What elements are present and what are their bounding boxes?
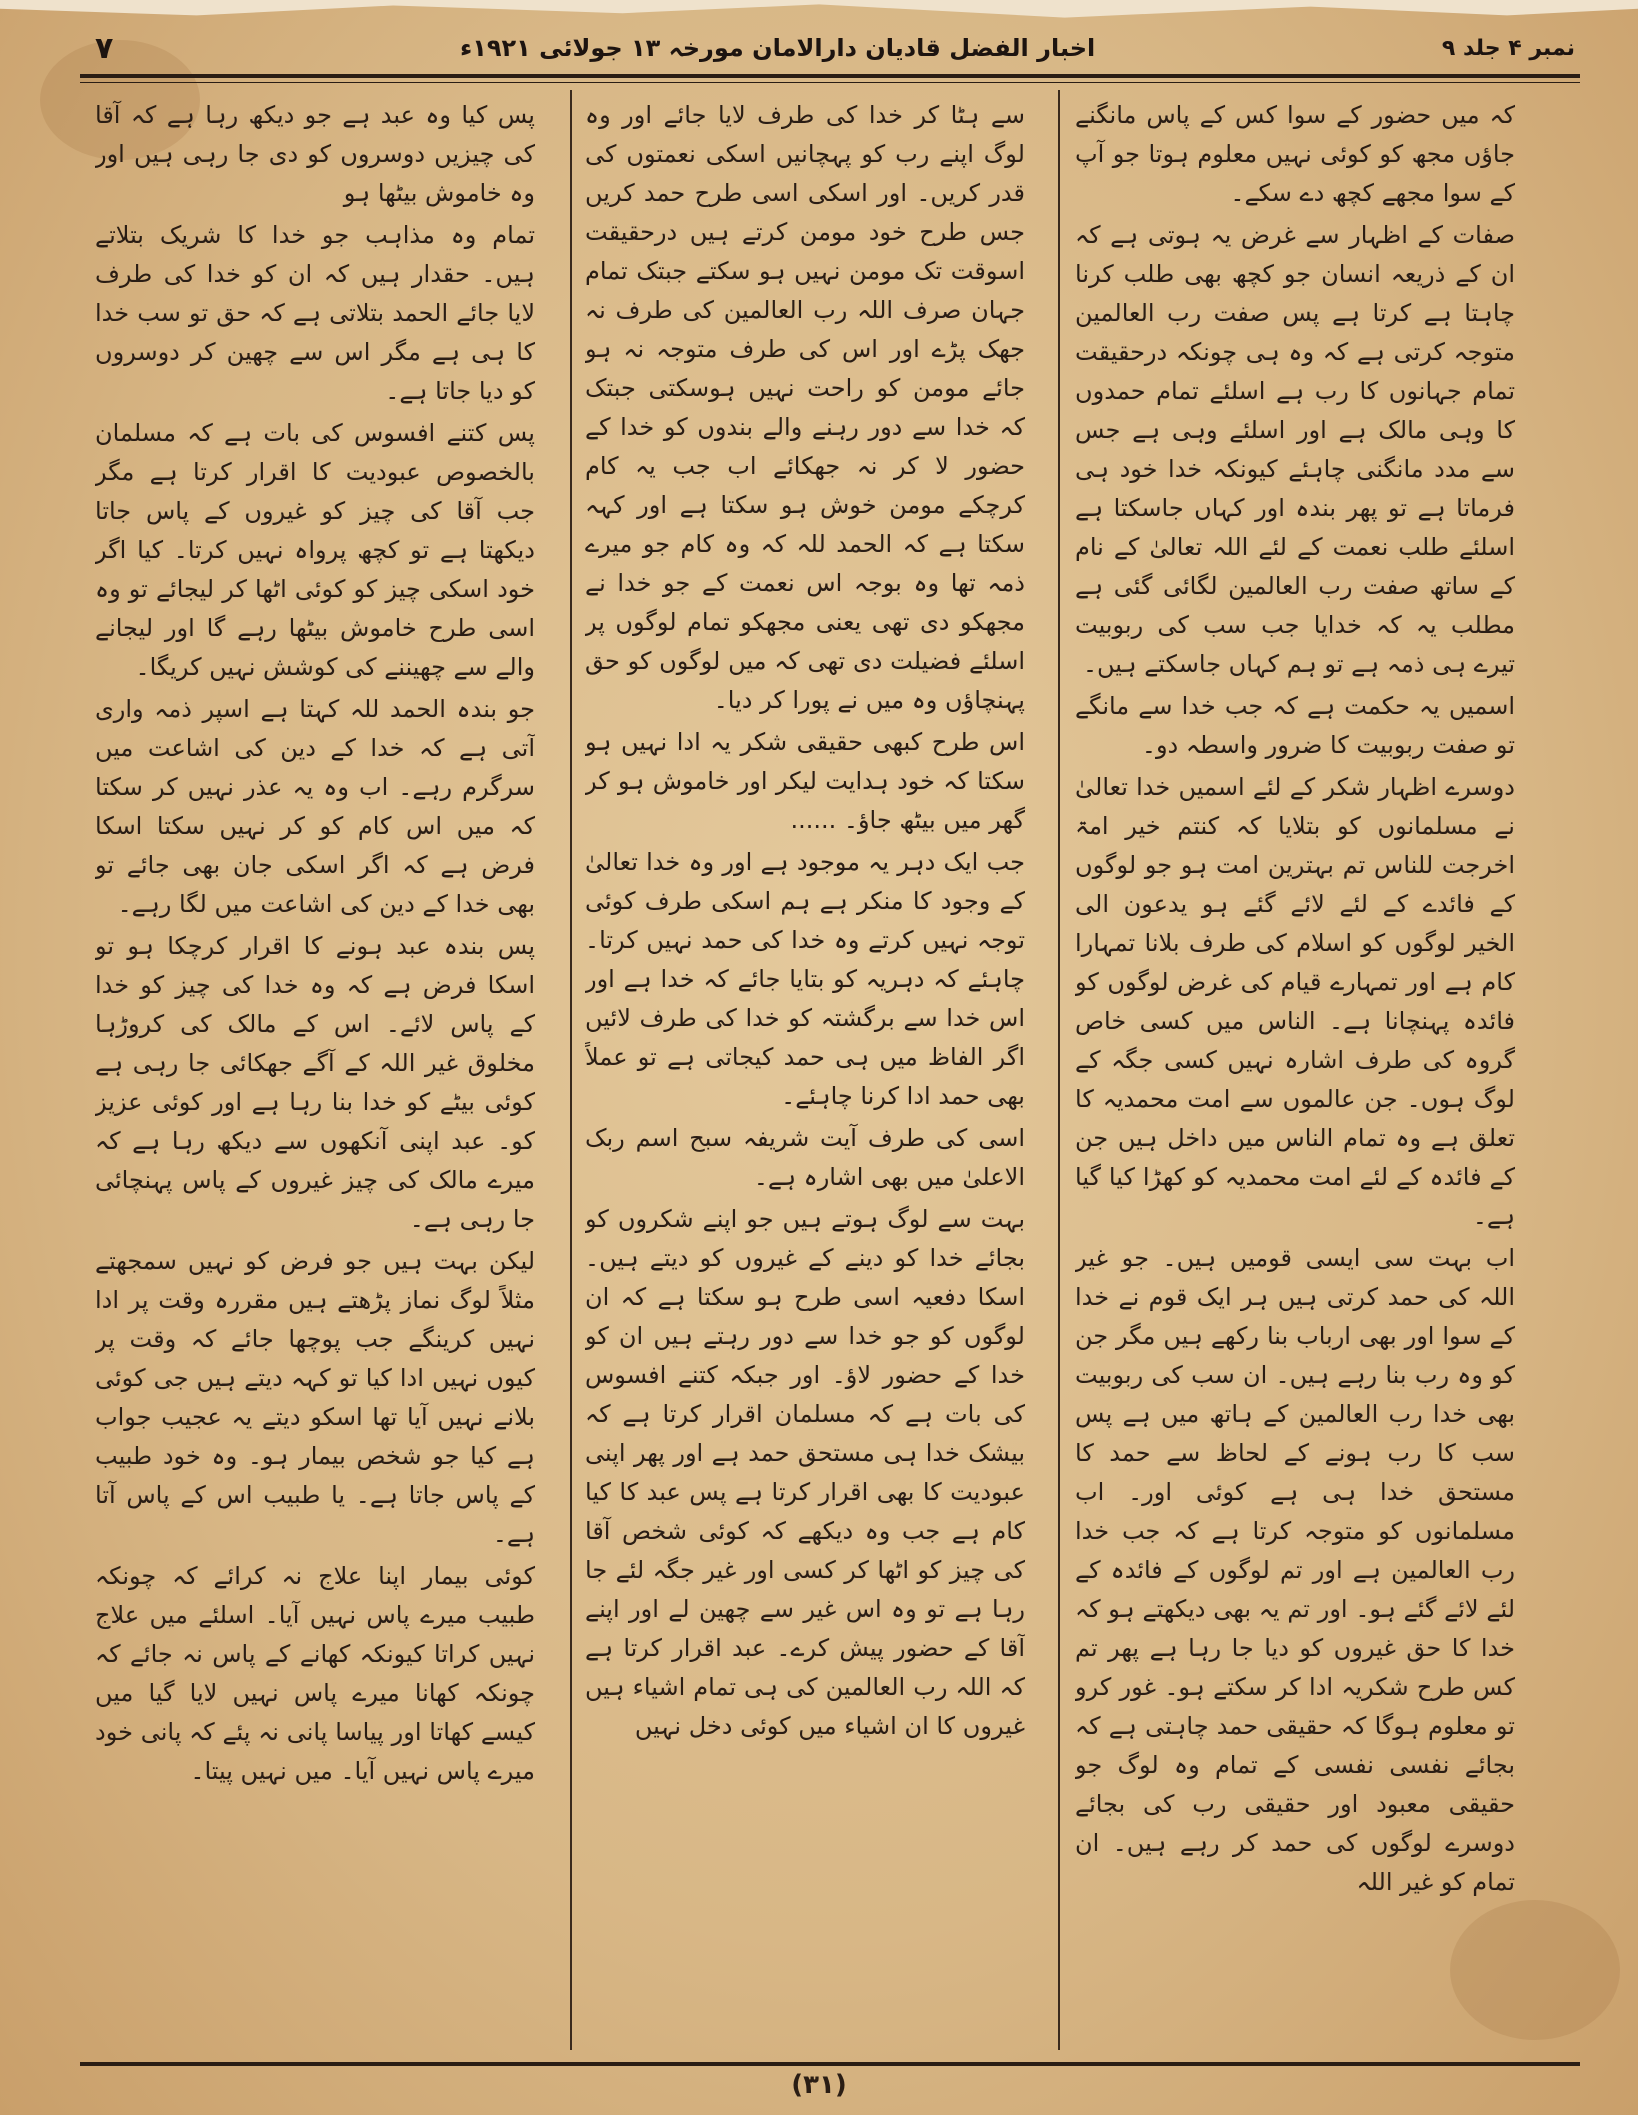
paragraph: سے ہٹا کر خدا کی طرف لایا جائے اور وہ لوگ اپنے رب کو پہچانیں اسکی نعمتوں کی قدر کریں۔ اور اسکی اسی طرح حمد کریں جس طرح خود مومن کرتے ہیں درحقیقت اسوقت تک مومن نہیں ہو سکتے جبتک تمام جہان صرف اللہ رب العالمین کی طرف نہ جھک پڑے اور اس کی طرف متوجہ نہ ہو جائے مومن کو راحت نہیں ہوسکتی جبتک کہ خدا سے دور رہنے والے بندوں کو خدا کے حضور لا کر نہ جھکائے اب جب یہ کام کرچکے مومن خوش ہو سکتا ہے اور کہہ سکتا ہے کہ الحمد للہ کہ وہ کام جو میرے ذمہ تھا وہ بوجہ اس نعمت کے جو خدا نے مجھکو دی تھی یعنی مجھکو تمام لوگوں پر اسلئے فضیلت دی تھی کہ میں لوگوں کو حق پہنچاؤں وہ میں نے پورا کر دیا۔: [585, 101, 1025, 714]
footer-rule: [80, 2062, 1580, 2066]
paragraph: تمام وہ مذاہب جو خدا کا شریک بتلاتے ہیں۔ حقدار ہیں کہ ان کو خدا کی طرف لایا جائے الحمد بتلاتی ہے کہ حق تو سب خدا کا ہی ہے مگر اس سے چھین کر دوسروں کو دیا جاتا ہے۔: [95, 221, 535, 405]
paragraph: کوئی بیمار اپنا علاج نہ کرائے کہ چونکہ طبیب میرے پاس نہیں آیا۔ اسلئے میں علاج نہیں کراتا کیونکہ کھانے کے پاس نہ جائے کہ چونکہ کھانا میرے پاس نہیں لایا گیا میں کیسے کھاتا اور پیاسا پانی نہ پئے کہ پانی خود میرے پاس نہیں آیا۔ میں نہیں پیتا۔: [95, 1562, 535, 1785]
column-divider: [570, 90, 572, 2050]
paragraph: پس کتنے افسوس کی بات ہے کہ مسلمان بالخصوص عبودیت کا اقرار کرتا ہے مگر جب آقا کی چیز کو غیروں کے پاس جاتا دیکھتا ہے تو کچھ پرواہ نہیں کرتا۔ کیا اگر خود اسکی چیز کو کوئی اٹھا کر لیجائے تو وہ اسی طرح خاموش بیٹھا رہے گا اور لیجانے والے سے چھیننے کی کوشش نہیں کریگا۔: [95, 419, 535, 681]
paragraph: اب بہت سی ایسی قومیں ہیں۔ جو غیر اللہ کی حمد کرتی ہیں ہر ایک قوم نے خدا کے سوا اور بھی ارباب بنا رکھے ہیں مگر جن کو وہ رب بنا رہے ہیں۔ ان سب کی ربوبیت بھی خدا رب العالمین کے ہاتھ میں ہے پس سب کا رب ہونے کے لحاظ سے حمد کا مستحق خدا ہی ہے کوئی اور۔ اب مسلمانوں کو متوجہ کرتا ہے کہ جب خدا رب العالمین ہے اور تم لوگوں کے فائدہ کے لئے لائے گئے ہو۔ اور تم یہ بھی دیکھتے ہو کہ خدا کا حق غیروں کو دیا جا رہا ہے پھر تم کس طرح شکریہ ادا کر سکتے ہو۔ غور کرو تو معلوم ہوگا کہ حقیقی حمد چاہتی ہے کہ بجائے نفسی نفسی کے تمام وہ لوگ جو حقیقی معبود اور حقیقی رب کی بجائے دوسرے لوگوں کی حمد کر رہے ہیں۔ ان تمام کو غیر اللہ: [1075, 1244, 1515, 1896]
column-left: [95, 96, 535, 2046]
newspaper-title: اخبار الفضل قادیان دارالامان مورخہ ۱۳ جولائی ۱۹۲۱ء: [459, 34, 1096, 62]
torn-paper-edge: [0, 0, 1638, 22]
paragraph: بہت سے لوگ ہوتے ہیں جو اپنے شکروں کو بجائے خدا کو دینے کے غیروں کو دیتے ہیں۔ اسکا دفعیہ اسی طرح ہو سکتا ہے کہ ان لوگوں کو جو خدا سے دور رہتے ہیں ان کو خدا کے حضور لاؤ۔ اور جبکہ کتنے افسوس کی بات ہے کہ مسلمان اقرار کرتا ہے کہ بیشک خدا ہی مستحق حمد ہے اور پھر اپنی عبودیت کا بھی اقرار کرتا ہے پس عبد کا کیا کام ہے جب وہ دیکھے کہ کوئی شخص آقا کی چیز کو اٹھا کر کسی اور غیر جگہ لئے جا رہا ہے تو وہ اس غیر سے چھین لے اور اپنے آقا کے حضور پیش کرے۔ عبد اقرار کرتا ہے کہ اللہ رب العالمین کی ہی تمام اشیاء ہیں غیروں کا ان اشیاء میں کوئی دخل نہیں: [585, 1205, 1025, 1740]
column-divider: [1058, 90, 1060, 2050]
paragraph: دوسرے اظہار شکر کے لئے اسمیں خدا تعالیٰ نے مسلمانوں کو بتلایا کہ کنتم خیر امۃ اخرجت للناس تم بہترین امت ہو جو لوگوں کے فائدے کے لئے لائے گئے ہو یدعون الی الخیر لوگوں کو اسلام کی طرف بلانا تمہارا کام ہے اور تمہارے قیام کی غرض لوگوں کو فائدہ پہنچانا ہے۔ الناس میں کسی خاص گروہ کی طرف اشارہ نہیں کسی جگہ کے لوگ ہوں۔ جن عالموں سے امت محمدیہ کا تعلق ہے وہ تمام الناس میں داخل ہیں جن کے فائدہ کے لئے امت محمدیہ کو کھڑا کیا گیا ہے۔: [1075, 773, 1515, 1230]
paragraph: کہ میں حضور کے سوا کس کے پاس مانگنے جاؤں مجھ کو کوئی نہیں معلوم ہوتا جو آپ کے سوا مجھے کچھ دے سکے۔: [1075, 101, 1515, 207]
paragraph: لیکن بہت ہیں جو فرض کو نہیں سمجھتے مثلاً لوگ نماز پڑھتے ہیں مقررہ وقت پر ادا نہیں کرینگے جب پوچھا جائے کہ وقت پر کیوں نہیں ادا کیا تو کہہ دیتے ہیں جی کوئی بلانے نہیں آیا تھا اسکو دیتے یہ عجیب جواب ہے کیا جو شخص بیمار ہو۔ وہ خود طبیب کے پاس جاتا ہے۔ یا طبیب اس کے پاس آتا ہے۔: [95, 1247, 535, 1548]
paragraph: پس کیا وہ عبد ہے جو دیکھ رہا ہے کہ آقا کی چیزیں دوسروں کو دی جا رہی ہیں اور وہ خاموش بیٹھا ہو: [95, 101, 535, 207]
paragraph: اس طرح کبھی حقیقی شکر یہ ادا نہیں ہو سکتا کہ خود ہدایت لیکر اور خاموش ہو کر گھر میں بیٹھ جاؤ۔ ......: [585, 728, 1025, 834]
page-mark: ۷: [95, 30, 114, 66]
paragraph: جب ایک دہر یہ موجود ہے اور وہ خدا تعالیٰ کے وجود کا منکر ہے ہم اسکی طرف کوئی توجہ نہیں کرتے وہ خدا کی حمد نہیں کرتا۔ چاہئے کہ دہریہ کو بتایا جائے کہ خدا ہے اور اس خدا سے برگشتہ کو خدا کی طرف لائیں اگر الفاظ میں ہی حمد کیجاتی ہے تو عملاً بھی حمد ادا کرنا چاہئے۔: [585, 848, 1025, 1110]
header-rule: [80, 74, 1580, 78]
paragraph: پس بندہ عبد ہونے کا اقرار کرچکا ہو تو اسکا فرض ہے کہ وہ خدا کی چیز کو خدا کے پاس لائے۔ اس کے مالک کی کروڑہا مخلوق غیر اللہ کے آگے جھکائی جا رہی ہے کوئی بیٹے کو خدا بنا رہا ہے اور کوئی عزیز کو۔ عبد اپنی آنکھوں سے دیکھ رہا ہے کہ میرے مالک کی چیز غیروں کے پاس پہنچائی جا رہی ہے۔: [95, 932, 535, 1233]
column-middle: [585, 96, 1025, 2046]
paragraph: جو بندہ الحمد للہ کہتا ہے اسپر ذمہ واری آتی ہے کہ خدا کے دین کی اشاعت میں سرگرم رہے۔ اب وہ یہ عذر نہیں کر سکتا کہ میں اس کام کو کر نہیں سکتا اسکا فرض ہے کہ اگر اسکی جان بھی جائے تو بھی خدا کے دین کی اشاعت میں لگا رہے۔: [95, 695, 535, 918]
paragraph: صفات کے اظہار سے غرض یہ ہوتی ہے کہ ان کے ذریعہ انسان جو کچھ بھی طلب کرنا چاہتا ہے کرتا ہے پس صفت رب العالمین متوجہ کرتی ہے کہ وہ ہی چونکہ درحقیقت تمام جہانوں کا رب ہے اسلئے تمام حمدوں کا وہی مالک ہے اور اسلئے وہی ہے جس سے مدد مانگنی چاہئے کیونکہ خدا خود ہی فرماتا ہے تو پھر بندہ اور کہاں جاسکتا ہے اسلئے طلب نعمت کے لئے اللہ تعالیٰ کے نام کے ساتھ صفت رب العالمین لگائی گئی ہے مطلب یہ کہ خدایا جب سب کی ربوبیت تیرے ہی ذمہ ہے تو ہم کہاں جاسکتے ہیں۔: [1075, 221, 1515, 678]
column-right: [1075, 96, 1515, 2046]
header-rule-thin: [80, 82, 1580, 83]
page-number: (۳۱): [791, 2070, 847, 2100]
page-header: [95, 22, 1575, 74]
issue-number: نمبر ۴ جلد ۹: [1441, 35, 1575, 61]
paragraph: اسمیں یہ حکمت ہے کہ جب خدا سے مانگے تو صفت ربوبیت کا ضرور واسطہ دو۔: [1075, 692, 1515, 759]
paragraph: اسی کی طرف آیت شریفہ سبح اسم ربک الاعلیٰ میں بھی اشارہ ہے۔: [585, 1124, 1025, 1191]
